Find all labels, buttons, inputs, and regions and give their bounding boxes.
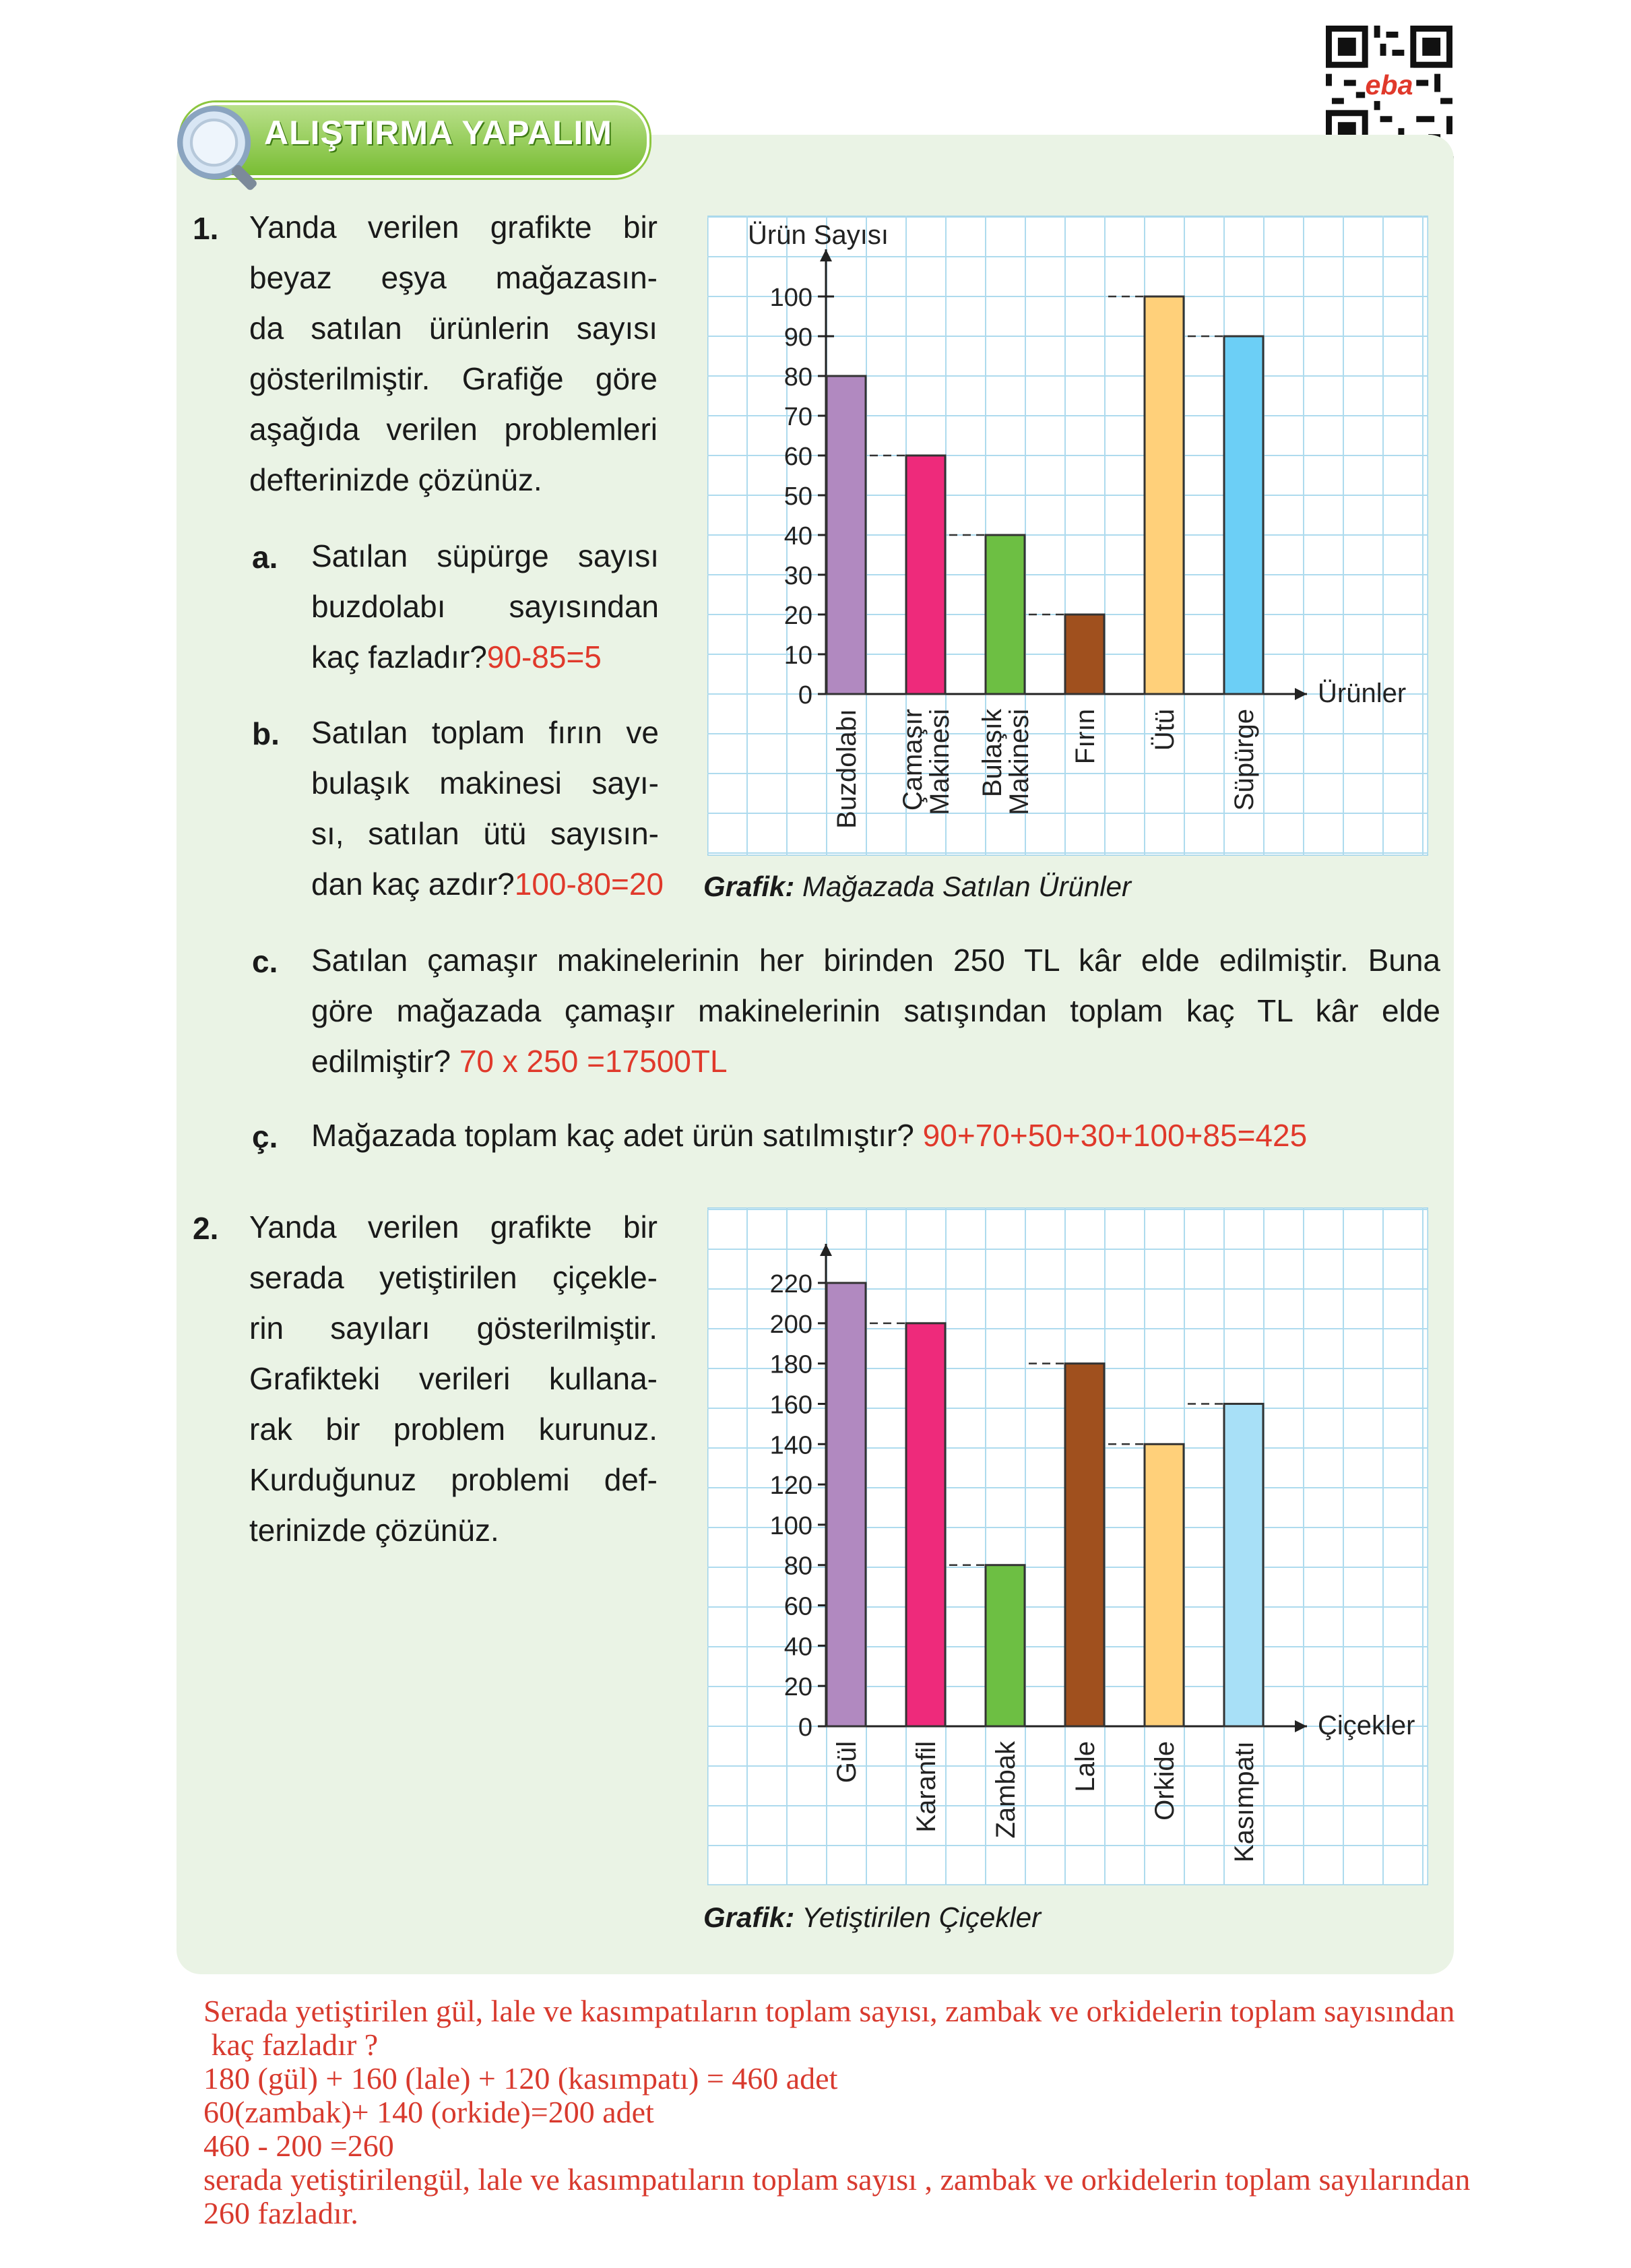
q1b-label: b. bbox=[252, 716, 280, 751]
bar bbox=[827, 376, 866, 694]
category-label: Gül bbox=[832, 1741, 862, 1784]
note-line: 60(zambak)+ 140 (orkide)=200 adet bbox=[203, 2095, 654, 2129]
q1-number: 1. bbox=[193, 211, 219, 246]
eba-logo: eba bbox=[1365, 69, 1413, 101]
bar bbox=[827, 1283, 866, 1726]
note-line: 460 - 200 =260 bbox=[203, 2129, 394, 2163]
bar bbox=[1065, 615, 1104, 694]
category-label: Karanfil bbox=[912, 1741, 941, 1833]
y-tick-label: 80 bbox=[783, 1552, 812, 1581]
y-tick-label: 40 bbox=[783, 522, 812, 550]
y-tick-label: 100 bbox=[769, 1511, 812, 1540]
y-tick-label: 160 bbox=[769, 1391, 812, 1420]
x-axis-label: Ürünler bbox=[1318, 679, 1407, 708]
q1b-answer: 100-80=20 bbox=[514, 867, 664, 902]
chart1-caption: Grafik: Mağazada Satılan Ürünler bbox=[703, 871, 1131, 902]
q1-text: Yanda verilen grafikte bir beyaz eşya mağazasın- da satılan ürünlerin sayısı gösterilmiştir. Grafiğe göre aşağıda verilen problemleri defterinizde çözünüz. bbox=[249, 210, 658, 497]
qr-code bbox=[1326, 26, 1452, 152]
category-label: Buzdolabı bbox=[832, 709, 862, 829]
category-label: Lale bbox=[1070, 1741, 1100, 1792]
category-label: Ütü bbox=[1150, 709, 1180, 751]
chart2-caption: Grafik: Yetiştirilen Çiçekler bbox=[703, 1901, 1042, 1933]
y-tick-label: 90 bbox=[783, 323, 812, 352]
answer-note bbox=[203, 1994, 1618, 2230]
category-label: Orkide bbox=[1150, 1741, 1180, 1821]
bar bbox=[986, 1565, 1025, 1726]
category-label: Fırın bbox=[1070, 709, 1100, 765]
q1b-text: Satılan toplam fırın ve bulaşık makinesi sayı- sı, satılan ütü sayısın- dan kaç azdır?100-80=20 bbox=[311, 715, 664, 902]
y-tick-label: 70 bbox=[783, 403, 812, 431]
q1c-answer: 70 x 250 =17500TL bbox=[459, 1044, 728, 1079]
bar bbox=[1224, 1404, 1263, 1726]
y-tick-label: 80 bbox=[783, 363, 812, 391]
note-line: serada yetiştirilengül, lale ve kasımpatıların toplam sayısı , zambak ve orkidelerin toplam sayılarından bbox=[203, 2162, 1471, 2197]
bar bbox=[906, 1323, 945, 1726]
q1cc-label: ç. bbox=[252, 1119, 278, 1154]
category-label: Süpürge bbox=[1229, 709, 1259, 811]
y-tick-label: 10 bbox=[783, 641, 812, 670]
y-tick-label: 30 bbox=[783, 562, 812, 590]
note-line: 260 fazladır. bbox=[203, 2196, 358, 2230]
y-axis-label: Ürün Sayısı bbox=[748, 220, 889, 250]
chart-products bbox=[707, 216, 1428, 856]
category-label: Makinesi bbox=[925, 709, 955, 815]
q1a-answer: 90-85=5 bbox=[486, 639, 602, 674]
y-tick-label: 100 bbox=[769, 284, 812, 312]
y-tick-label: 60 bbox=[783, 1592, 812, 1621]
section-title: ALIŞTIRMA YAPALIM bbox=[264, 114, 613, 152]
y-tick-label: 0 bbox=[798, 1713, 812, 1742]
y-tick-label: 40 bbox=[783, 1633, 812, 1662]
q2-number: 2. bbox=[193, 1211, 219, 1246]
category-label: Makinesi bbox=[1004, 709, 1034, 815]
y-tick-label: 200 bbox=[769, 1310, 812, 1339]
magnifier-icon bbox=[172, 101, 267, 195]
q1cc-answer: 90+70+50+30+100+85=425 bbox=[922, 1118, 1308, 1153]
y-tick-label: 0 bbox=[798, 681, 812, 710]
bar bbox=[1224, 336, 1263, 694]
category-label: Çamaşır bbox=[898, 709, 928, 811]
y-tick-label: 140 bbox=[769, 1431, 812, 1460]
bar bbox=[1065, 1364, 1104, 1726]
note-line: 180 (gül) + 160 (lale) + 120 (kasımpatı) = 460 adet bbox=[203, 2061, 838, 2096]
note-line: Serada yetiştirilen gül, lale ve kasımpatıların toplam sayısı, zambak ve orkidelerin toplam sayısından bbox=[203, 1994, 1455, 2028]
y-tick-label: 180 bbox=[769, 1350, 812, 1379]
category-label: Kasımpatı bbox=[1229, 1741, 1259, 1863]
q1a-text: Satılan süpürge sayısı buzdolabı sayısından kaç fazladır?90-85=5 bbox=[311, 538, 659, 674]
q2-text: Yanda verilen grafikte bir serada yetiştirilen çiçekle- rin sayıları gösterilmiştir. Grafikteki verileri kullana- rak bir problem kurunuz. Kurduğunuz problemi def- terinizde çözünüz. bbox=[249, 1209, 658, 1548]
category-label: Zambak bbox=[991, 1741, 1021, 1839]
bar bbox=[1145, 1444, 1184, 1726]
bar bbox=[906, 455, 945, 694]
bar bbox=[986, 535, 1025, 694]
q1c-text: Satılan çamaşır makinelerinin her birinden 250 TL kâr elde edilmiştir. Buna göre mağazada çamaşır makinelerinin satışından toplam kaç TL kâr elde edilmiştir? 70 x 250 =17500TL bbox=[311, 943, 1440, 1079]
q1a-label: a. bbox=[252, 540, 278, 575]
q1cc-text: Mağazada toplam kaç adet ürün satılmıştır? 90+70+50+30+100+85=425 bbox=[311, 1118, 1308, 1153]
y-tick-label: 220 bbox=[769, 1270, 812, 1298]
x-axis-label: Çiçekler bbox=[1318, 1711, 1415, 1740]
y-tick-label: 120 bbox=[769, 1472, 812, 1501]
category-label: Bulaşık bbox=[978, 709, 1007, 798]
bar bbox=[1145, 296, 1184, 694]
y-tick-label: 50 bbox=[783, 482, 812, 511]
chart-flowers bbox=[707, 1207, 1428, 1885]
q1c-label: c. bbox=[252, 944, 278, 979]
y-tick-label: 60 bbox=[783, 443, 812, 471]
y-tick-label: 20 bbox=[783, 1673, 812, 1702]
note-line: kaç fazladır ? bbox=[203, 2027, 379, 2062]
y-tick-label: 20 bbox=[783, 602, 812, 630]
